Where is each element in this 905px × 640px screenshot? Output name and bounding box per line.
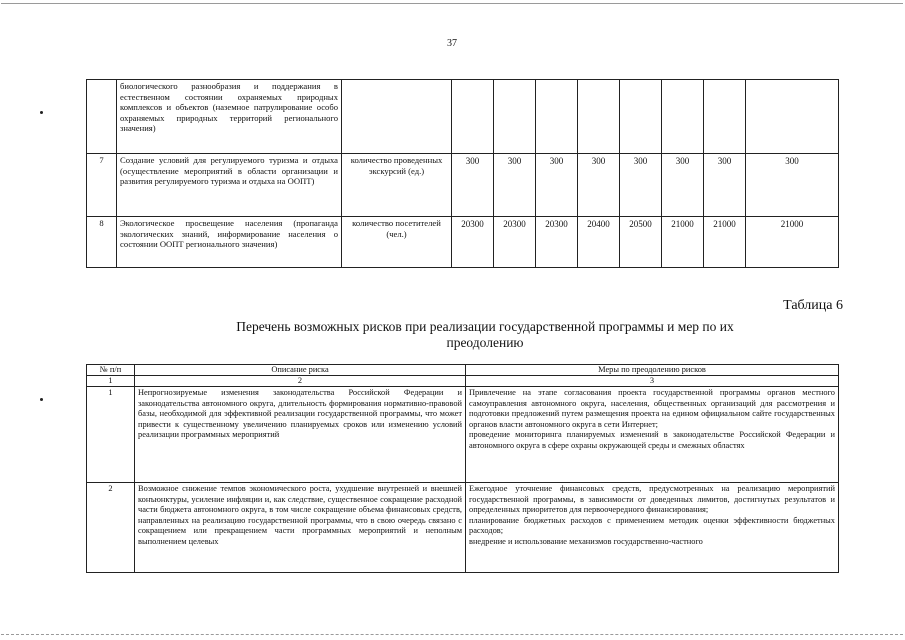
col-number: 1 [87, 376, 135, 387]
cell-value: 20300 [452, 217, 494, 268]
cell-description: Создание условий для регулируемого туризма и отдыха (осуществление мероприятий в области организации и развития регулируемого туризма и отдыха на ООПТ) [117, 154, 342, 217]
cell-num: 7 [87, 154, 117, 217]
cell-value: 300 [452, 154, 494, 217]
cell-value: 20300 [536, 217, 578, 268]
measure-text: внедрение и использование механизмов государственно-частного [469, 536, 703, 546]
page-number: 37 [447, 38, 457, 49]
cell-value: 21000 [662, 217, 704, 268]
cell-description: Экологическое просвещение населения (пропаганда экологических знаний, информирование населения о состоянии ООПТ регионального значения) [117, 217, 342, 268]
measure-text: проведение мониторинга планируемых изменений в законодательстве Российской Федерации и автономного округа в сфере охраны окружающей среды и смежных областях [469, 430, 835, 450]
table-row [87, 154, 839, 217]
cell-risk: Непрогнозируемые изменения законодательства Российской Федерации и законодательства автономного округа, длительность формирования нормативно-правовой базы, необходимой для эффективной реализации государственной программы, что может привести к существенному увеличению планируемых сроков или изменению условий реализации программных мероприятий [135, 387, 466, 483]
col-number: 3 [466, 376, 839, 387]
header-risk: Описание риска [135, 365, 466, 376]
cell-risk: Возможное снижение темпов экономического роста, ухудшение внутренней и внешней конъюнктуры, усиление инфляции и, как следствие, существенное сокращение расходной части бюджета автономного округа, в том числе сокращение объема финансовых средств, направленных на реализацию государственной программы, что в свою очередь связано с сокращением или прекращением части программных мероприятий и неполным выполнением целевых [135, 483, 466, 573]
measure-text: планирование бюджетных расходов с применением методик оценки эффективности бюджетных расходов; [469, 515, 835, 536]
table-title: Перечень возможных рисков при реализации государственной программы и мер по их преодолению [236, 319, 734, 350]
cell-value: 300 [578, 154, 620, 217]
scan-edge-top [1, 3, 903, 4]
cell-num: 1 [87, 387, 135, 483]
measure-text: Привлечение на этапе согласования проекта государственной программы органов местного самоуправления автономного округа, населения, общественных организаций для рассмотрения и подготовки предложений путем размещения проекта на едином официальном сайте государственных органов власти автономного округа в сети Интернет; [469, 388, 835, 429]
table-label: Таблица 6 [783, 298, 843, 313]
scan-speck [40, 111, 43, 114]
cell-value: 300 [620, 154, 662, 217]
risks-table [86, 364, 839, 573]
cell-description: биологического разнообразия и поддержания в естественном состоянии охраняемых природных комплексов и объектов (наземное патрулирование особо охраняемых природных территорий регионального значения) [117, 80, 342, 154]
table-row [87, 80, 839, 154]
table-row [87, 387, 839, 483]
cell-value: 300 [704, 154, 746, 217]
cell-value: 300 [746, 154, 839, 217]
cell-num [87, 80, 117, 154]
indicators-table [86, 79, 839, 268]
cell-measures [466, 483, 839, 573]
cell-value: 20300 [494, 217, 536, 268]
table-row [87, 483, 839, 573]
col-number: 2 [135, 376, 466, 387]
cell-indicator: количество посетителей (чел.) [342, 217, 452, 268]
measure-text: Ежегодное уточнение финансовых средств, предусмотренных на реализацию мероприятий государственной программы, в зависимости от доведенных лимитов, достигнутых результатов и определенных приоритетов для первоочередного финансирования; [469, 484, 835, 515]
header-measures: Меры по преодолению рисков [466, 365, 839, 376]
header-num: № п/п [87, 365, 135, 376]
cell-indicator: количество проведенных экскурсий (ед.) [342, 154, 452, 217]
cell-value: 300 [662, 154, 704, 217]
column-number-row [87, 376, 839, 387]
cell-value: 300 [494, 154, 536, 217]
scan-speck [40, 398, 43, 401]
cell-measures [466, 387, 839, 483]
table-row [87, 217, 839, 268]
cell-value: 21000 [746, 217, 839, 268]
cell-num: 8 [87, 217, 117, 268]
cell-value: 20500 [620, 217, 662, 268]
table-header-row [87, 365, 839, 376]
cell-value: 20400 [578, 217, 620, 268]
cell-num: 2 [87, 483, 135, 573]
cell-value: 21000 [704, 217, 746, 268]
scan-edge-bottom [1, 634, 903, 635]
cell-value: 300 [536, 154, 578, 217]
